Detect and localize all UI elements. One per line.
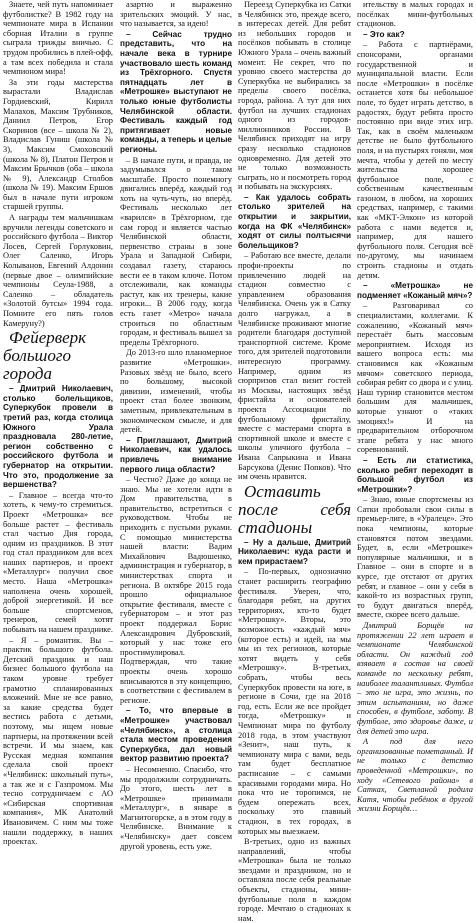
interview-question: – Есть ли статистика, сколько ребят переходят в большой футбол из «Метрошки»? [357,455,473,494]
paragraph: ительству в малых городах и посёлках мини-футбольных стадионов. [357,0,473,29]
italic-paragraph: А под для него организованные пометанный. И не только с детство проведенной «Метрошки», по ходу «Сетевого района» в Сатках, Светланой родила Катя, чтобы ребёнок в другой жизни Борщёв… [357,737,473,814]
interview-question: – Ну а дальше, Дмитрий Николаевич: куда расти и кем прирастаем? [238,537,351,566]
paragraph: – Несомненно. Спасибо, что мы продолжили сотрудничать. До этого, шесть лет в «Метрошке» принимали «Металлург», в январе в Магнитогорске, а в этом году в Челябинске. Внимание к «Челябинску» дает совсем другой уровень, есть уже. [120,764,232,851]
paragraph: азартно и выраженно зрительских эмоций. У нас, что называется, за идею! [120,0,232,29]
interview-question: – Дмитрий Николаевич, столько болельщиков, Суперкубок провели в третий раз, когда столица Южного Урала праздновала 280-летие, регион собственно с российского футбола и губернатор на открытии. Что это, продолжение за вершенства? [3,384,113,490]
paragraph: – Работаю все вместе, делали профи-проекты по привлечению людей на стадион совместно с управлением образования Челябинска. Очень уж я Сатку долго нагружал, а в Челябинске проживают многие родители благодаря доступной транспортной системе. Кроме того, для зрителей подготовили интересную программу. Например, одним из сюрпризов стал визит гостей из Москвы, настоящих звёзд фристайла и основателей проекта Ассоциации по футбольному фристайлу, вместе с мастерами спорта в спортивной школе и вместе с школы уличного футбола – Ивана Сапрыкина и Ивана Барсукова (Денис Попков). Что им очень нравится. [238,251,351,482]
italic-paragraph: Дмитрий Борщёв на протяжении 22 лет играет в чемпионате Челябинской области. Он каждый год взявает в состав на своей команде по нескольку ребят, наиболее талантливых. Футбол – это не игра, это жизнь, по этим испытаниям, но даже способен, в футболе, заботу. В футболе, это здоровье даже, и для детей это игра. [357,621,473,736]
paragraph: – Я – романтик. Вы – практик большого футбола. Детский праздник и наш бизнес большого футбола на таком уровне требует грамотно спланированных вложений. Мне не все равно, за какие средства будет вестись работа с детьми, поэтому, мы ищем новые партнеры, на протяжении всей встречи. И мы знаем, как Русская медная компания сделала свой проект «Челябинск: школьный путь», а так же и с Газпромом. Мы тесно сотрудничаем с АО «Сибирская спортивная компания», МК Анатолий Ивановичем. С ним мы тоже нашли поддержку, в наших проектах. [3,635,113,847]
paragraph: – В начале пути, и правда, не задумывался о таком масштабе. Просто понемногу двигались вперёд, каждый год хоть на чуть-чуть, но вперёд. Фестиваль несколько лет «варился» в Трёхгорном, где сам город и является частью Челябинской области, первенство страны в зоне Урала и Западной Сибири, создавал газету, стараюсь вести ее в таком ключе. Потом отслеживали, как команды растут, как их тренеры, какие игроки... В 2006 году, когда есть газет «Метро» начала строиться по областным городам, и фестиваль вышел за пределы Трёхгорного. [120,155,232,347]
paragraph: За эти годы мастерства вырастали Владислав Гордиевский, Кирилл Малахов, Максим Трубников, Даниил Петров, Егор Скоринов (все – школа № 2), Владислав Гуниш (школа № 3), Максим Смоховский (школа № 8), Платон Петров и Максим Брычков (оба – школа № 9), Александр Столбов (школа № 19). Максим Ершов был в начале пути игроком старшей группы. [3,77,113,212]
paragraph: А награды тем мальчишкам вручили легенды советского и российского футбола – Виктор Лосев, Сергей Горлуковин, Олег Саленко, Игорь Колыванов, Евгений Алдонин (первые двое – олимпийские чемпионы Сеула-1988, а Саленко – обладатель «Золотой бутсы» 1994 года. Помните его пять голов Камеруну?) [3,213,113,328]
interview-question: – Это как? [363,29,405,39]
paragraph: – Честно? Даже до конца не знаю. Мы не хотели идти в Дом правительства, в правительство, встретиться с руководством. Чтобы не приходить с пустыми руками. С помощью министерства нашей власти: Вадим Михайлович Вадюшенко, администрация и губернатор, в министерствах спорта и региона. В октябре 2015 года прошло официальное открытие фестиваля, вместе с губернатором – и этот раз проект поддержал Борис Александрович Дубровский, который у нас тоже его простимулировал. Подтверждая, что такие проекты очень хорошо вписываются в эту концепцию, в соответствии с фестивалем в регионе. [120,475,232,705]
paragraph: – По-первых, однозначно станет расширить географию фестиваля. Уверен, что, благодаря ребят, на других территориях, кто-то будет «Метрошку». Вторы, это возможность «каждый мяч» (которое есть) и идей, на мы мы из тех регионов, которые хотят видеть у себя «Метрошку». В-третьих, собрать, чтобы весь Суперкубок провести на юге, в регионе в Сочи, где на 2018 год, есть. Если же все пройдет тогда, «Метрошку» и Чемпионат мира по футболу 2018 года, в этом участвуют «Зенит», наш путь, к чемпионату мира с вами, ведь там будет бесплатное расписание – с самыми красивыми городами мира. Но пока что не торопимся, не будем опережать всех, поскольку это главный стадион, в тех городах, в которых мы выезжаем. [238,567,351,836]
column-2 [120,0,232,851]
section-heading: Фейерверк большого города [3,328,87,384]
interview-question: – Сейчас трудно представить, что на начале века в турнире участвовало шесть команд из Трёхгорного. Спустя пятнадцать лет в «Метрошке» выступают не только юные футболисты Челябинской области. Фестиваль каждый год притягивает новые команды, а теперь и целые регионы. [120,29,232,154]
paragraph: – Главное – всегда что-то хотеть, к чему-то стремиться. Проект «Метрошка» все больше растет – фестиваль стал частью Дня города, одним из праздников. В этот год стал праздником для всех наших партнеров, и проект «Металлург» получил свое место. Наша «Метрошка» наполнена очень хорошей, доброй энергетикой. И все больше спортсменов, тренеров, семей хотят побывать на нашем празднике. [3,490,113,635]
paragraph: – Знаю, юные спортсмены из Сатки пробовали свои силы в премьер-лиге, в «Уралеце». Это пока чемпионы, которые становятся потом звездами. Будет, в, если «Метрошке» популярные мальчишки, и в Главное – они в спорте и в курсе, где отстают от других ребят, и главное – они у себя в какой-то из возрастных групп, то будут двигаться вперёд, вместе, скорее всего дальше. [357,495,473,620]
paragraph: – Работа с партнёрами, спонсорами, органами государственной и муниципальной власти. Если после «Метрошки» в посёлке останется хотя бы небольшое поле, то будет играть детство, в радостях, будут ребята просто постоянно при виде этих игр. Так, как в своём маленьком детстве не было футбольного поля, и на пустырях гоняли, моя мечта, чтобы у детей по месту жительства хорошее футбольное поле, с собственным качественным газоном, в любом, на хороших средствах, например, с такими как «МКТ-Элкон» из которой работа с нами ведется и, например, для нашего футбольного поля. Сегодня всё по-другому, мы начинаем строить стадионы и отдать детям. [357,40,473,280]
column-3 [238,0,351,923]
interview-question: – Приглашают, Дмитрий Николаевич, как удалось привлечь внимание первого лица области? [120,435,232,474]
interview-question: – Как удалось собрать столько зрителей на открытии и закрытии, когда на ФК «Челябинск» ходят от силы полтысячи болельщиков? [238,192,351,250]
column-4 [357,0,473,814]
paragraph: Переезд Суперкубка из Сатки в Челябинск это, прежде всего, в интересах детей. Для ребят из небольших городов и посёлков побывать в столице Южного Урала – очень важный момент. Не секрет, что по уровню своего мастерства до Суперкубка не выбирались за пределы своего посёлка, города, района. А тут для них футбол на лучших стадионах одного из городов-миллионников России. В Челябинск приходят на игру сразу несколько стадионов одновременно. Для детей это не только возможность сыграть, но и посмотреть город и побывать на экскурсиях. [238,0,351,192]
interview-question: – «Метрошка» не подменяет «Кожаный мяч»? [357,281,473,300]
interview-question: – То, что впервые в «Метрошке» участвовал «Челябинск», а столица стала местом проведения Суперкубка, дал новый вектор развитию проекта? [120,706,232,764]
column-1 [3,0,113,847]
paragraph: Знаете, чей путь напоминает футболистке? В 1982 году на чемпионате мира в Испании сборная Италии в группе сыграла трижды вничью. С трудом пробились в плей-офф, а там всех победила и стала чемпионом мира! [3,0,113,77]
paragraph: В-третьих, одно из важных направлений, чтобы «Метрошка» была не только звездами и праздником, но и оставляла после себя реальные объекты, стадионы, мини-футбольные поля в каждом городе. Мечтаю о стадионах к нам. [238,837,351,923]
paragraph: До 2013-го шло планомерное развитие «Метрошки». Разовых звёзд не было, всего по большому, высокой дивизии, изменений, чтобы проект стал более звонким, заметным, привлекательным в экономическом смысле, и для детей. [120,348,232,435]
section-heading: Оставить после себя стадионы [238,481,351,537]
paragraph: – Разговаривал со специалистами, коллегами. К сожалению, «Кожаный мяч» перестаёт быть массовым мероприятием. Исходя из вашего вопроса есть: мы становимся как «Кожаным мячом» советского периода, собирая ребят со двора и с улиц. Наш турнир становится местом большим для мальчишек, которые узнают о «таких эмоциях!» И на предварительном отборочном этапе ребята у нас много соревнований. [357,301,473,455]
